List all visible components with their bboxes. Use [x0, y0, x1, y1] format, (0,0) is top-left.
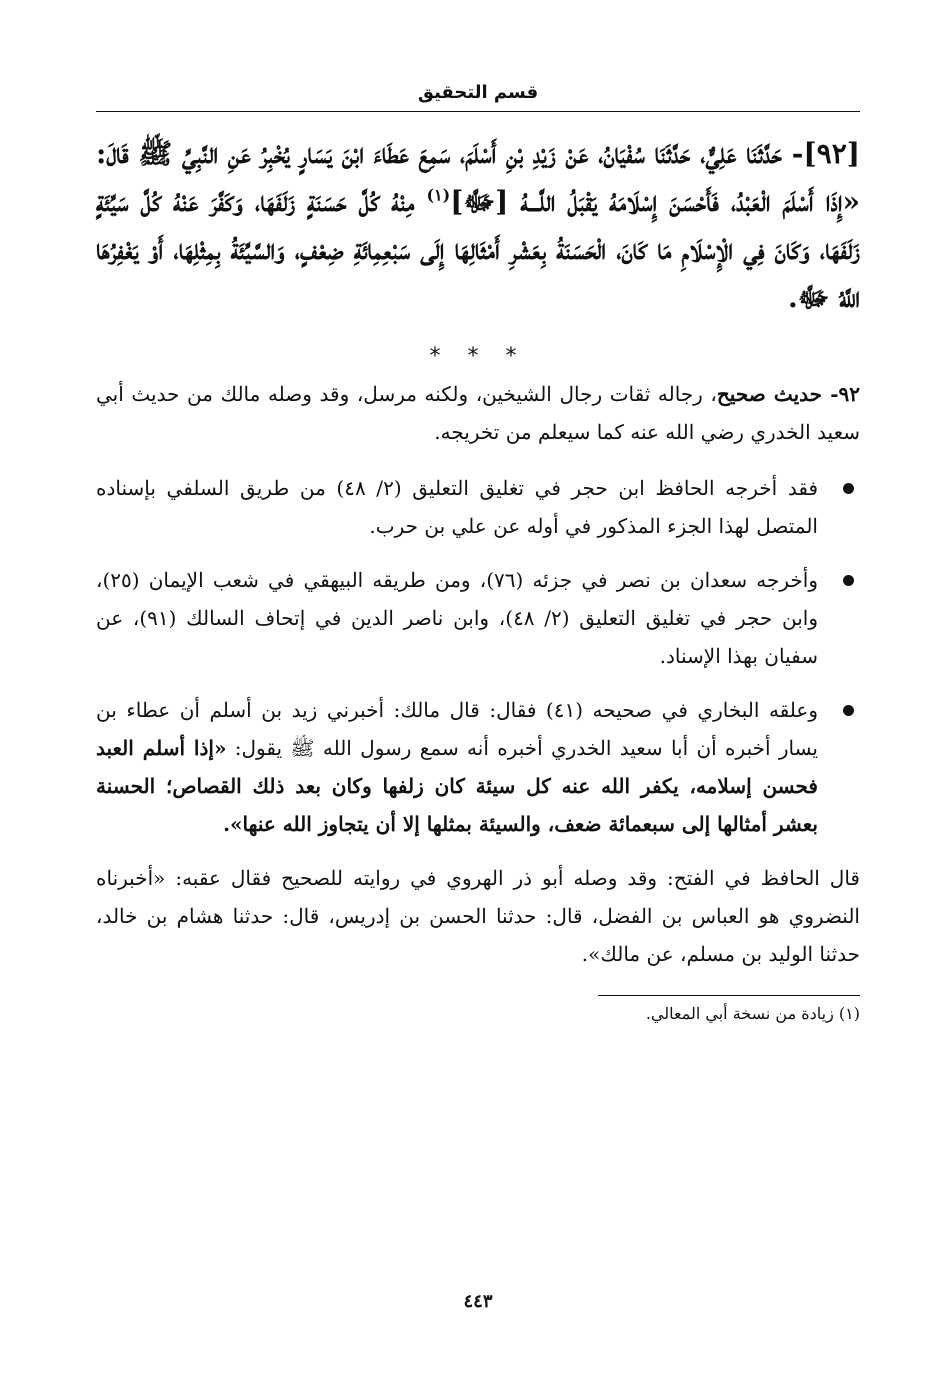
- bullet-icon: [843, 483, 854, 494]
- list-item-quote: «إذا أسلم العبد فحسن إسلامه، يكفر الله عنه كل سيئة كان زلفها وكان بعد ذلك القصاص؛ الحسنة بعشر أمثالها إلى سبعمائة ضعف، والسيئة بمثلها إلا أن يتجاوز الله عنها».: [96, 736, 818, 836]
- list-item: [96, 469, 860, 545]
- running-header: قسم التحقيق: [96, 82, 860, 112]
- takhrij-list: [96, 469, 860, 843]
- footnote-reference[interactable]: (١): [426, 185, 451, 205]
- list-item-text: فقد أخرجه الحافظ ابن حجر في تغليق التعليق (٢/ ٤٨) من طريق السلفي بإسناده المتصل لهذا الجزء المذكور في أوله عن علي بن حرب.: [96, 476, 819, 538]
- bullet-icon: [843, 575, 854, 586]
- section-ornament: * * *: [429, 344, 527, 369]
- commentary-intro: [96, 375, 860, 451]
- hadith-grade: ٩٢- حديث صحيح: [716, 382, 860, 406]
- hadith-text: [96, 130, 860, 322]
- footnote: (١) زيادة من نسخة أبي المعالي.: [645, 1004, 860, 1023]
- list-item: [96, 561, 860, 675]
- closing-paragraph: قال الحافظ في الفتح: وقد وصله أبو ذر الهروي في روايته للصحيح فقال عقبه: «أخبرناه النضروي هو العباس بن الفضل، قال: حدثنا الحسن بن إدريس، قال: حدثنا هشام بن خالد، حدثنا الوليد بن مسلم، عن مالك».: [96, 866, 860, 966]
- page-number: ٤٤٣: [463, 1291, 493, 1312]
- hadith-text-part-2: مِنْهُ كُلَّ حَسَنَةٍ زَلَفَهَا، وَكَفَّرَ عَنْهُ كُلَّ سَيِّئَةٍ زَلَفَهَا، وَكَانَ فِي الْإِسْلَامِ مَا كَانَ، الْحَسَنَةُ بِعَشْرِ أَمْثَالِهَا إِلَى سَبْعِمِائَةِ ضِعْفٍ، وَالسَّيِّئَةُ بِمِثْلِهَا، أَوْ يَغْفِرُهَا اللَّهُ ﷻ.: [96, 185, 860, 314]
- bullet-icon: [843, 705, 854, 716]
- hadith-text-part-1: [٩٢]- حَدَّثَنَا عَلِيٌّ، حَدَّثَنَا سُفْيَانُ، عَنْ زَيْدِ بْنِ أَسْلَمَ، سَمِعَ عَطَاءَ ابْنَ يَسَارٍ يُخْبِرُ عَنِ النَّبِيِّ ﷺ قَالَ: «إِذَا أَسْلَمَ الْعَبْدُ، فَأَحْسَنَ إِسْلَامَهُ يَقْبَلُ اللَّـــهُ [ﷻ]: [96, 137, 860, 218]
- list-item: [96, 691, 860, 843]
- list-item-text: وأخرجه سعدان بن نصر في جزئه (٧٦)، ومن طريقه البيهقي في شعب الإيمان (٢٥)، وابن حجر في تغليق التعليق (٢/ ٤٨)، وابن ناصر الدين في إتحاف السالك (٩١)، عن سفيان بهذا الإسناد.: [96, 568, 818, 668]
- list-item-text: وعلقه البخاري في صحيحه (٤١) فقال: قال مالك: أخبرني زيد بن أسلم أن عطاء بن يسار أخبره أن أبا سعيد الخدري أخبره أنه سمع رسول الله ﷺ يقول:: [96, 698, 819, 760]
- book-page: [96, 82, 860, 1312]
- footnote-divider: [598, 995, 860, 996]
- commentary-text: ، رجاله ثقات رجال الشيخين، ولكنه مرسل، وقد وصله مالك من حديث أبي سعيد الخدري رضي الله عنه كما سيعلم من تخريجه.: [96, 382, 860, 444]
